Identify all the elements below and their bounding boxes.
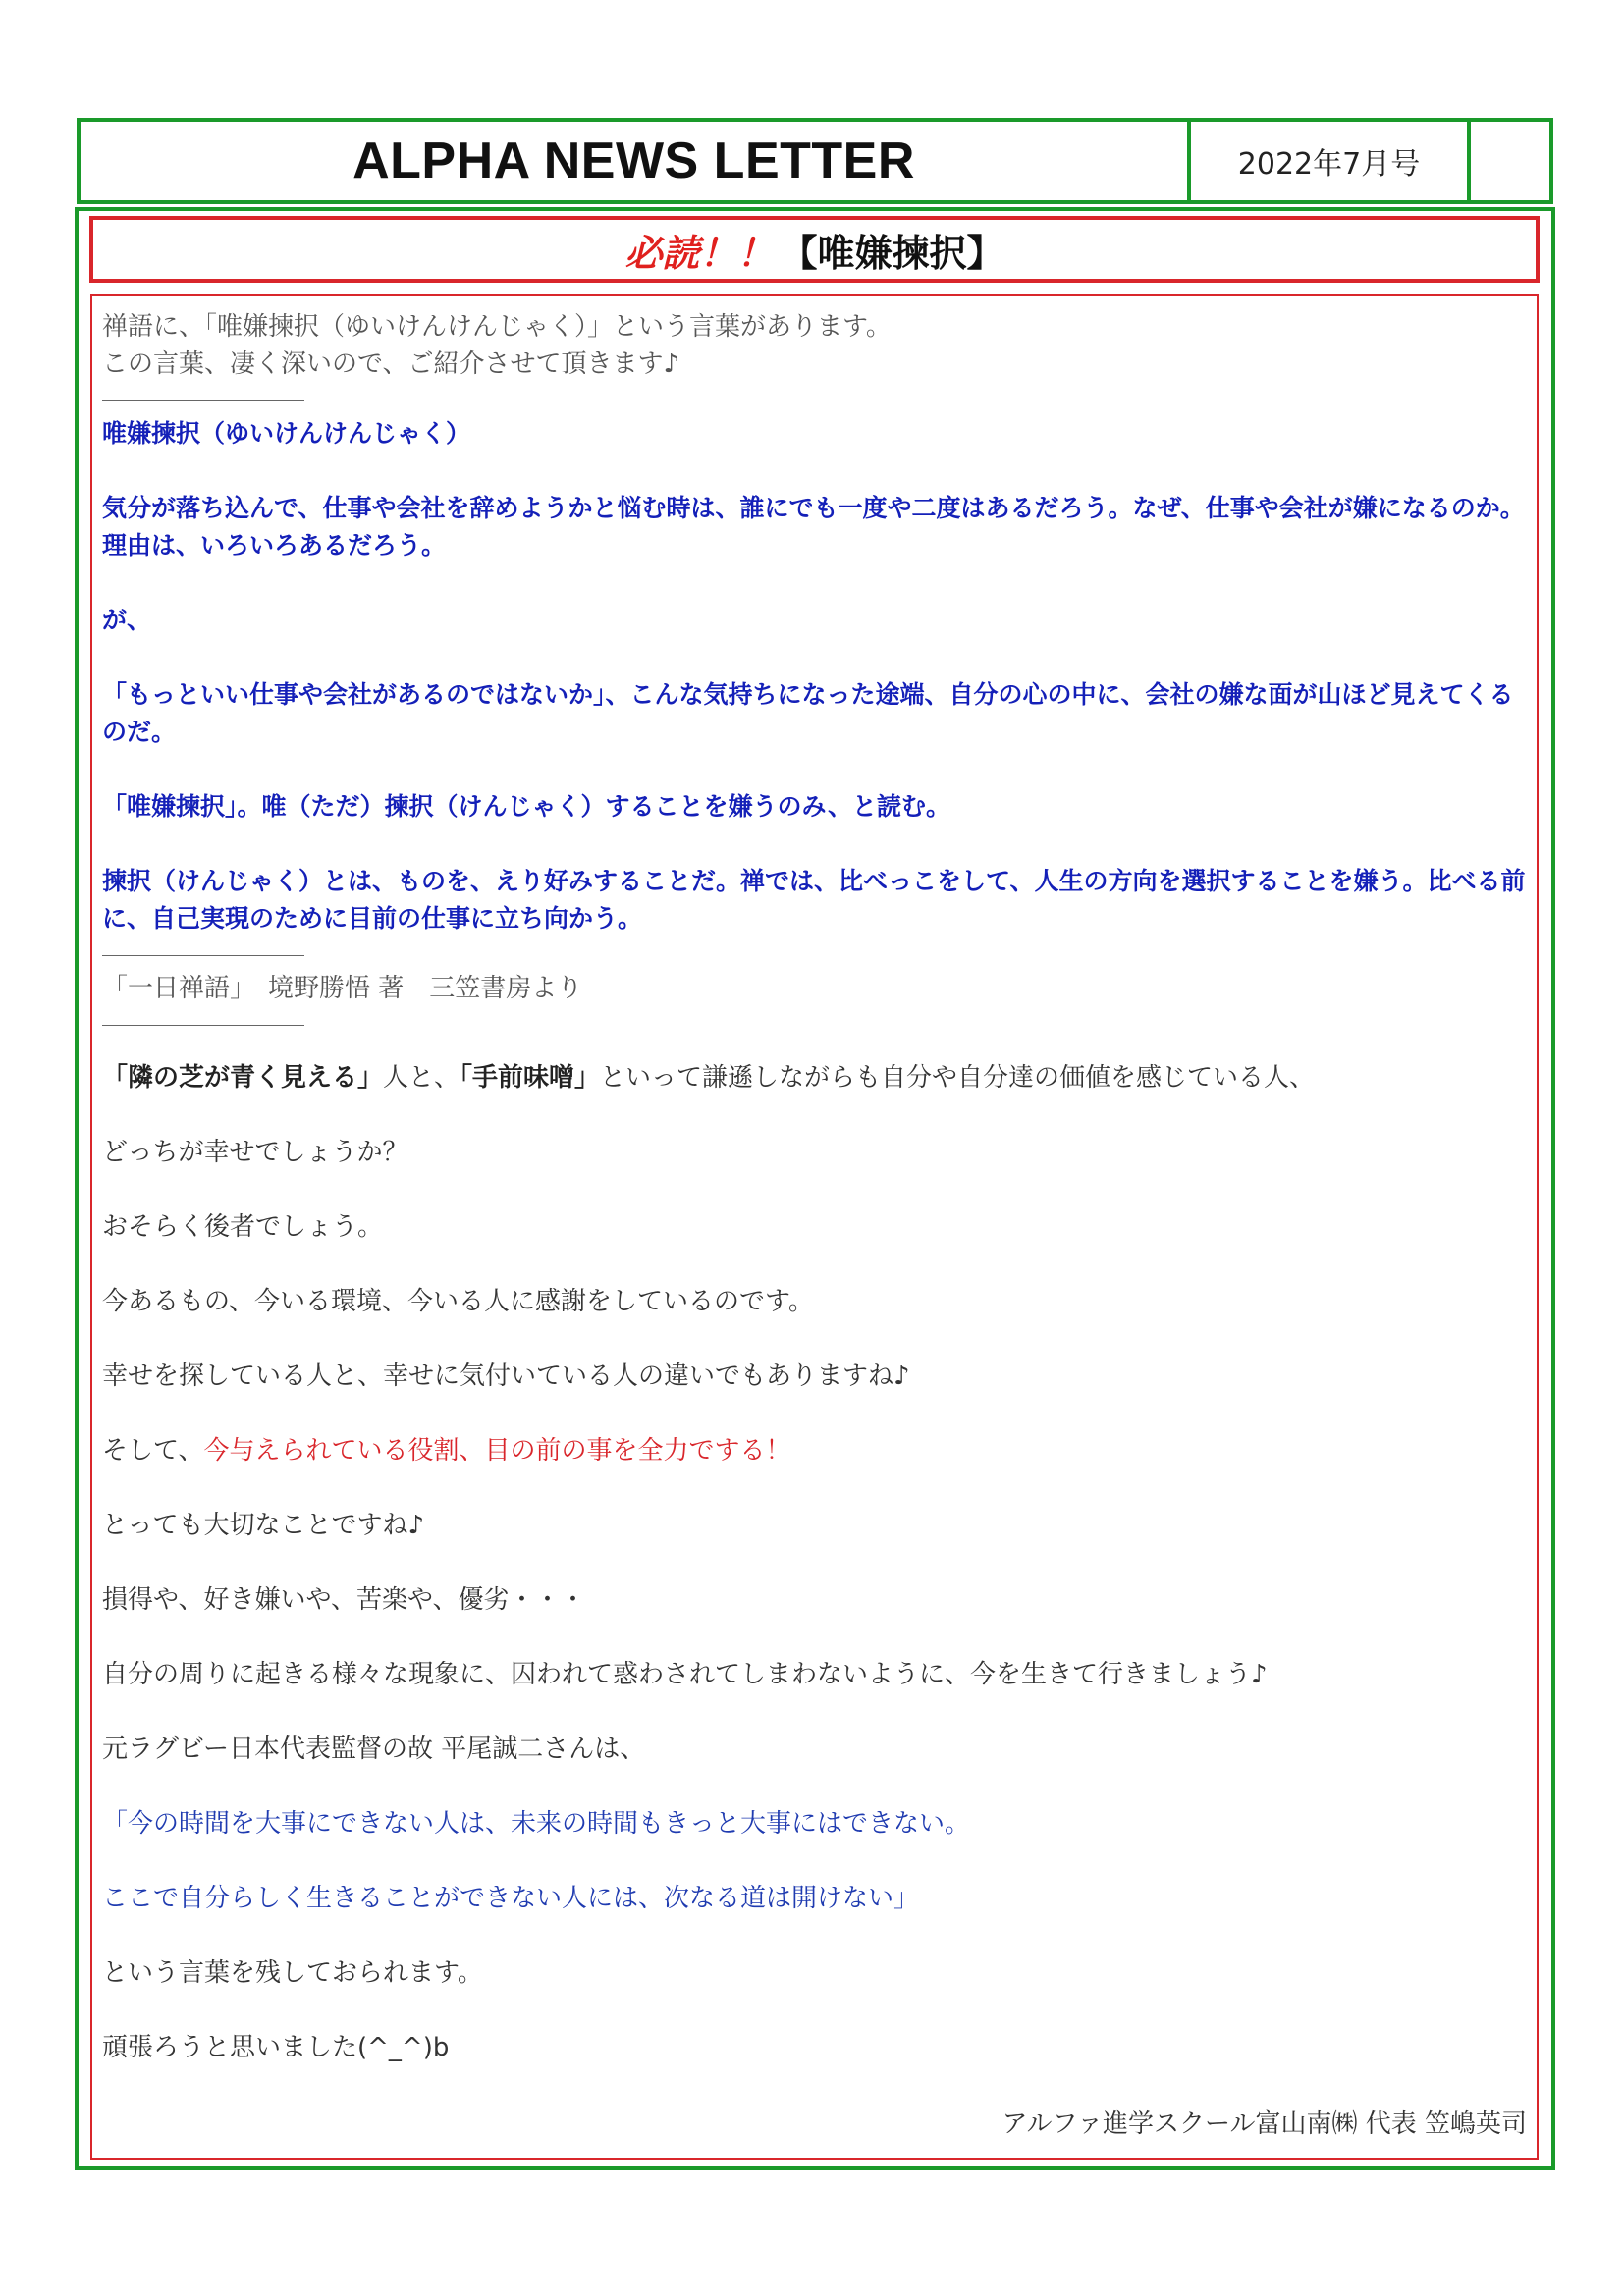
hirao-quote-1: 「今の時間を大事にできない人は、未来の時間もきっと大事にはできない。 bbox=[102, 1809, 971, 1839]
body-line-6 bbox=[102, 1432, 1527, 1469]
topic-banner bbox=[89, 216, 1540, 283]
phrase-neighbor-grass: 「隣の芝が青く見える」 bbox=[102, 1063, 384, 1093]
source-citation: 「一日禅語」 境野勝悟 著 三笠書房より bbox=[102, 974, 583, 1003]
body-line-1 bbox=[102, 1059, 1527, 1096]
body-line-11: という言葉を残しておられます。 bbox=[102, 1958, 483, 1988]
quote-heading: 唯嫌揀択（ゆいけんけんじゃく） bbox=[102, 419, 471, 448]
divider bbox=[102, 955, 304, 956]
body-line-9: 自分の周りに起きる様々な現象に、囚われて惑わされてしまわないように、今を生きて行きましょう♪ bbox=[102, 1660, 1268, 1689]
body-line-10: 元ラグビー日本代表監督の故 平尾誠二さんは、 bbox=[102, 1735, 646, 1764]
body-line-7: とっても大切なことですね♪ bbox=[102, 1511, 425, 1540]
quote-paragraph-3: 「もっといい仕事や会社があるのではないか」、こんな気持ちになった途端、自分の心の中に、会社の嫌な面が山ほど見えてくるのだ。 bbox=[102, 680, 1514, 746]
quote-paragraph-5: 揀択（けんじゃく）とは、ものを、えり好みすることだ。禅では、比べっこをして、人生の方向を選択することを嫌う。比べる前に、自己実現のために目前の仕事に立ち向かう。 bbox=[102, 867, 1526, 933]
body-line-3: おそらく後者でしょう。 bbox=[102, 1212, 384, 1242]
must-read-label: 必読！！ bbox=[624, 231, 775, 275]
issue-date: 2022年7月号 bbox=[1187, 122, 1467, 200]
body-text: といって謙遜しながらも自分や自分達の価値を感じている人、 bbox=[600, 1063, 1316, 1093]
quote-paragraph-4: 「唯嫌揀択」。唯（ただ）揀択（けんじゃく）することを嫌うのみ、と読む。 bbox=[102, 792, 951, 821]
highlight-red: 今与えられている役割、目の前の事を全力でする！ bbox=[203, 1436, 791, 1466]
body-line-4: 今あるもの、今いる環境、今いる人に感謝をしているのです。 bbox=[102, 1287, 814, 1316]
body-text: そして、 bbox=[102, 1436, 204, 1466]
newsletter-header bbox=[77, 118, 1553, 204]
quote-paragraph-2: が、 bbox=[102, 606, 152, 634]
phrase-temae-miso: 「手前味噌」 bbox=[460, 1063, 601, 1093]
topic-title: 【唯嫌揀択】 bbox=[780, 231, 1004, 275]
body-text: 人と、 bbox=[383, 1063, 460, 1093]
divider bbox=[102, 1025, 304, 1026]
article-body bbox=[90, 294, 1539, 2160]
body-line-2: どっちが幸せでしょうか？ bbox=[102, 1138, 408, 1167]
body-line-12: 頑張ろうと思いました(^_^)b bbox=[102, 2033, 450, 2062]
signature: アルファ進学スクール富山南㈱ 代表 笠嶋英司 bbox=[1001, 2109, 1527, 2139]
newsletter-title: ALPHA NEWS LETTER bbox=[352, 133, 915, 189]
quote-paragraph-1: 気分が落ち込んで、仕事や会社を辞めようかと悩む時は、誰にでも一度や二度はあるだろう。なぜ、仕事や会社が嫌になるのか。理由は、いろいろあるだろう。 bbox=[102, 494, 1525, 560]
intro-line-1: 禅語に、「唯嫌揀択（ゆいけんけんじゃく）」という言葉があります。 bbox=[102, 312, 892, 342]
body-line-8: 損得や、好き嫌いや、苦楽や、優劣・・・ bbox=[102, 1585, 586, 1615]
intro-line-2: この言葉、凄く深いので、ご紹介させて頂きます♪ bbox=[102, 349, 680, 379]
body-line-5: 幸せを探している人と、幸せに気付いている人の違いでもありますね♪ bbox=[102, 1362, 910, 1391]
header-blank-cell bbox=[1467, 122, 1549, 200]
hirao-quote-2: ここで自分らしく生きることができない人には、次なる道は開けない」 bbox=[102, 1884, 920, 1913]
divider bbox=[102, 400, 304, 401]
